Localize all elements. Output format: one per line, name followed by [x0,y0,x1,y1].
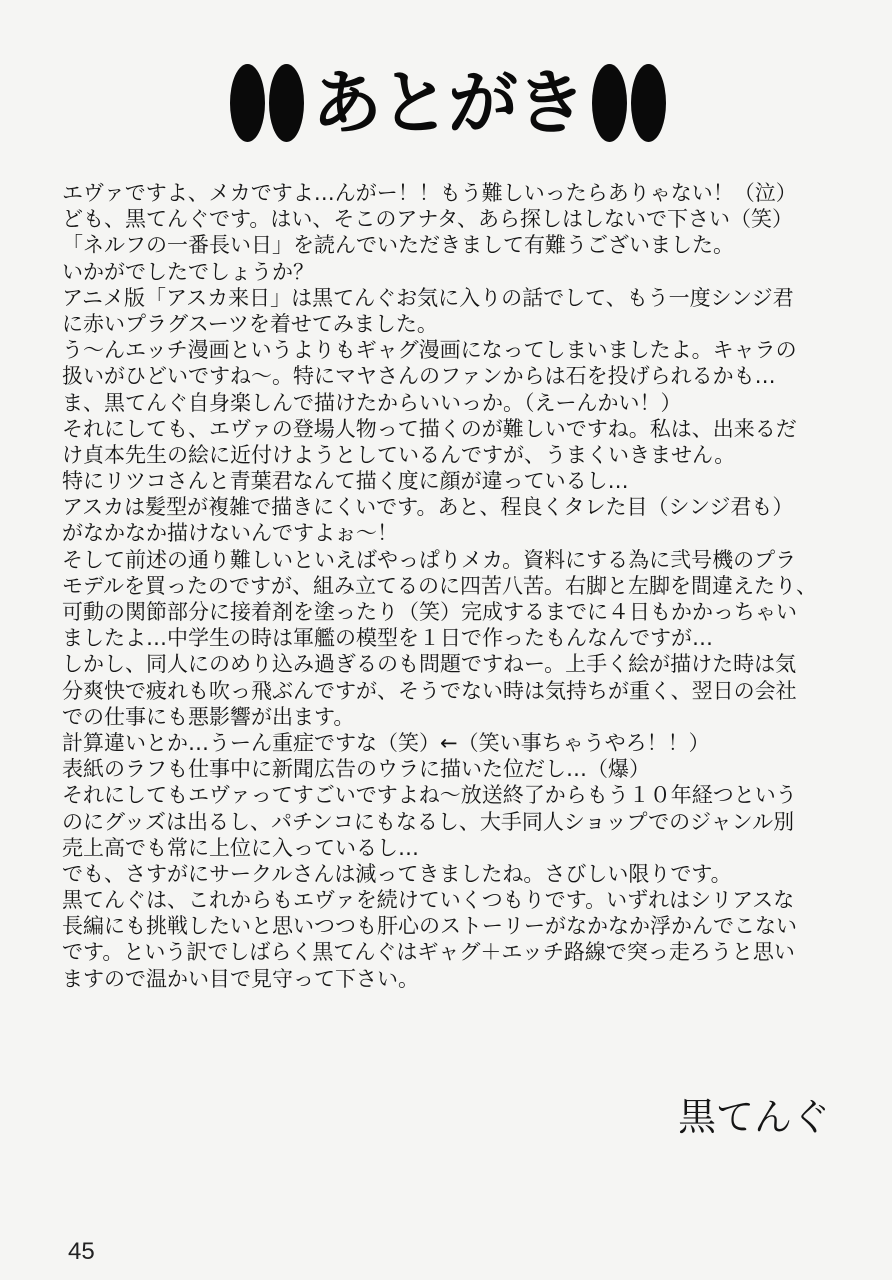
page-number: 45 [68,1238,95,1265]
body-line: 特にリツコさんと青葉君なんて描く度に顔が違っているし… [62,469,629,494]
afterword-title [228,48,668,158]
body-line: それにしても、エヴァの登場人物って描くのが難しいですね。私は、出来るだ [62,416,797,441]
body-line: 計算違いとか…うーん重症ですな（笑）←（笑い事ちゃうやろ！！） [62,730,710,755]
title-dot-left-1 [230,64,265,142]
body-line: エヴァですよ、メカですよ…んがー！！もう難しいったらありゃない！（泣） [62,181,797,205]
title-text: あとがき [312,62,584,144]
body-line: それにしてもエヴァってすごいですよね～放送終了からもう１０年経つという [62,783,797,808]
body-line: でも、さすがにサークルさんは減ってきましたね。さびしい限りです。 [62,861,732,886]
body-line: ますので温かい目で見守って下さい。 [62,966,419,991]
body-line: のにグッズは出るし、パチンコにもなるし、大手同人ショップでのジャンル別 [62,809,795,834]
body-line: 売上高でも常に上位に入っているし… [62,835,419,860]
body-line: 長編にも挑戦したいと思いつつも肝心のストーリーがなかなか浮かんでこない [62,914,797,939]
body-line: ども、黒てんぐです。はい、そこのアナタ、あら探しはしないで下さい（笑） [62,207,794,232]
body-line: 黒てんぐは、これからもエヴァを続けていくつもりです。いずれはシリアスな [62,888,795,913]
body-line: アスカは髪型が複雑で描きにくいです。あと、程良くタレた目（シンジ君も） [62,495,794,520]
body-line: け貞本先生の絵に近付けようとしているんですが、うまくいきません。 [62,442,736,467]
body-line: 可動の関節部分に接着剤を塗ったり（笑）完成するまでに４日もかかっちゃい [62,600,797,624]
body-line: がなかなか描けないんですよぉ～！ [62,521,398,546]
body-line: アニメ版「アスカ来日」は黒てんぐお気に入りの話でして、もう一度シンジ君 [62,285,794,310]
body-line: での仕事にも悪影響が出ます。 [62,704,355,729]
body-line: 扱いがひどいですね～。特にマヤさんのファンからは石を投げられるかも… [62,364,776,389]
title-dot-right-1 [592,64,627,142]
body-line: 「ネルフの一番長い日」を読んでいただきまして有難うございました。 [62,233,734,258]
body-line: モデルを買ったのですが、組み立てるのに四苦八苦。右脚と左脚を間違えたり、 [62,573,817,598]
body-line: に赤いプラグスーツを着せてみました。 [62,311,438,336]
body-line: いかがでしたでしょうか？ [62,259,314,284]
author-signature: 黒てんぐ [678,1095,831,1139]
body-line: そして前述の通り難しいといえばやっぱりメカ。資料にする為に弐号機のプラ [62,547,797,572]
body-line: です。という訳でしばらく黒てんぐはギャグ＋エッチ路線で突っ走ろうと思い [62,940,795,965]
body-line: う～んエッチ漫画というよりもギャグ漫画になってしまいましたよ。キャラの [62,338,797,363]
title-dot-left-2 [269,64,304,142]
body-line: 表紙のラフも仕事中に新聞広告のウラに描いた位だし…（爆） [62,757,650,782]
afterword-body [62,180,862,992]
body-line: 分爽快で疲れも吹っ飛ぶんですが、そうでない時は気持ちが重く、翌日の会社 [62,678,797,703]
title-dot-right-2 [631,64,666,142]
body-line: しかし、同人にのめり込み過ぎるのも問題ですねー。上手く絵が描けた時は気 [62,652,797,677]
body-line: ま、黒てんぐ自身楽しんで描けたからいいっか。（えーんかい！） [62,390,682,415]
body-line: ましたよ…中学生の時は軍艦の模型を１日で作ったもんなんですが… [62,626,713,651]
